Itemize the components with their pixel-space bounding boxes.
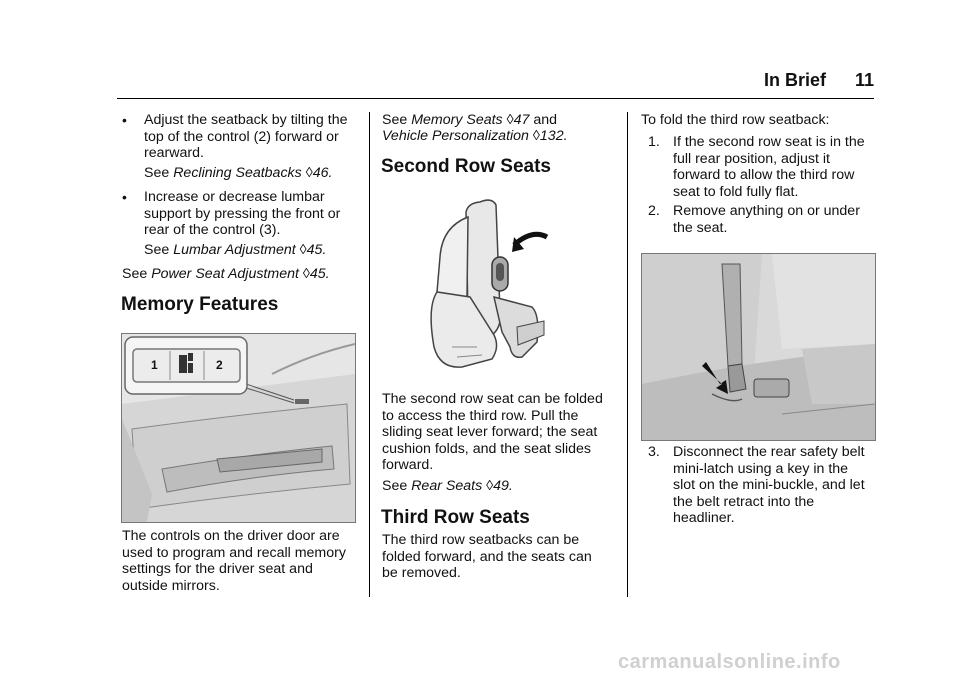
bullet-marker: • [122,112,127,128]
xref-lumbar-adjustment[interactable]: Lumbar Adjustment [173,242,296,258]
text-line: The controls on the driver door are [122,528,340,544]
heading-memory-features: Memory Features [121,294,279,315]
see-prefix: See [122,266,152,282]
header-rule [117,98,874,99]
seat-belt-latch-illustration [641,253,876,441]
fold-intro: To fold the third row seatback: [641,112,830,128]
xref-suffix: . [508,478,513,494]
xref-page[interactable]: 45 [309,266,326,282]
see-power-seat-adjustment [122,266,330,283]
memory-button-1: 1 [151,358,158,372]
step-3 [648,444,878,527]
step-line: If the second row seat is in the [673,134,865,150]
step-line: seat to fold fully flat. [673,183,799,200]
step-line: headliner. [673,510,735,526]
third-row-description [382,532,622,582]
text-line: The second row seat can be folded [382,391,603,407]
page-ref-arrow-icon: ◊ [299,242,307,258]
page-ref-arrow-icon: ◊ [532,128,540,144]
see-joiner: and [529,112,558,128]
xref-suffix: . [563,128,568,144]
page-ref-arrow-icon: ◊ [486,478,494,494]
step-number: 3. [648,444,660,460]
see-vehicle-personalization [382,128,568,145]
section-title: In Brief [764,70,827,90]
step-line: Remove anything on or under [673,203,860,219]
xref-rear-seats[interactable]: Rear Seats [411,478,483,494]
xref-page[interactable]: 132 [539,128,564,144]
bullet-line: Adjust the seatback by tilting the [144,112,348,128]
text-line: outside mirrors. [122,577,220,594]
bullet-item-seatback [122,112,362,162]
xref-suffix: . [325,266,330,282]
text-line: to access the third row. Pull the [382,407,579,424]
step-1 [648,134,878,200]
step-number: 2. [648,203,660,219]
watermark: carmanualsonline.info [618,651,841,673]
text-line: used to program and recall memory [122,544,346,561]
step-line: Disconnect the rear safety belt [673,444,865,460]
step-line: full rear position, adjust it [673,150,830,167]
see-prefix: See [382,112,412,128]
text-line: sliding seat lever forward; the seat [382,424,598,440]
text-line: be removed. [382,565,461,581]
xref-page[interactable]: 47 [513,112,530,128]
bullet-line: rear of the control (3). [144,222,281,238]
step-line: the seat. [673,219,728,236]
page-ref-arrow-icon: ◊ [302,266,310,282]
seat-drawing [422,197,557,377]
second-row-description [382,391,622,474]
belt-drawing [642,254,875,440]
xref-power-seat-adjustment[interactable]: Power Seat Adjustment [151,266,299,282]
step-line: mini-latch using a key in the [673,460,849,477]
heading-second-row-seats: Second Row Seats [381,156,551,177]
text-line: The third row seatbacks can be [382,532,580,548]
memory-description [122,528,367,594]
bullet-line: top of the control (2) forward or [144,128,339,145]
see-prefix: See [144,242,174,258]
page-ref-arrow-icon: ◊ [506,112,514,128]
text-line: folded forward, and the seats can [382,548,592,565]
column-divider-left [369,112,370,597]
bullet-item-lumbar [122,189,362,239]
xref-memory-seats[interactable]: Memory Seats [411,112,503,128]
see-lumbar-adjustment [144,242,326,259]
xref-page[interactable]: 46 [312,165,329,181]
column-divider-right [627,112,628,597]
xref-vehicle-personalization[interactable]: Vehicle Personalization [382,128,529,144]
bullet-marker: • [122,189,127,205]
text-line: cushion folds, and the seat slides [382,440,592,457]
see-prefix: See [144,165,174,181]
bullet-line: Increase or decrease lumbar [144,189,325,205]
xref-page[interactable]: 49 [493,478,509,494]
text-line: forward. [382,457,434,473]
step-number: 1. [648,134,660,150]
heading-third-row-seats: Third Row Seats [381,507,530,528]
xref-suffix: . [328,165,333,181]
see-rear-seats [382,478,513,495]
xref-reclining-seatbacks[interactable]: Reclining Seatbacks [173,165,302,181]
step-line: the belt retract into the [673,493,815,510]
see-reclining-seatbacks [144,165,332,182]
see-memory-seats [382,112,557,129]
memory-button-2: 2 [216,358,223,372]
bullet-line: rearward. [144,145,204,161]
xref-page[interactable]: 45 [306,242,323,258]
bullet-line: support by pressing the front or [144,205,341,222]
step-line: forward to allow the third row [673,167,855,183]
page-number: 11 [855,70,875,90]
see-prefix: See [382,478,412,494]
xref-suffix: . [322,242,327,258]
memory-controls-illustration [121,333,356,523]
step-line: slot on the mini-buckle, and let [673,477,865,493]
page-ref-arrow-icon: ◊ [305,165,313,181]
step-2 [648,203,878,236]
second-row-seat-illustration [422,197,557,377]
text-line: settings for the driver seat and [122,561,313,577]
